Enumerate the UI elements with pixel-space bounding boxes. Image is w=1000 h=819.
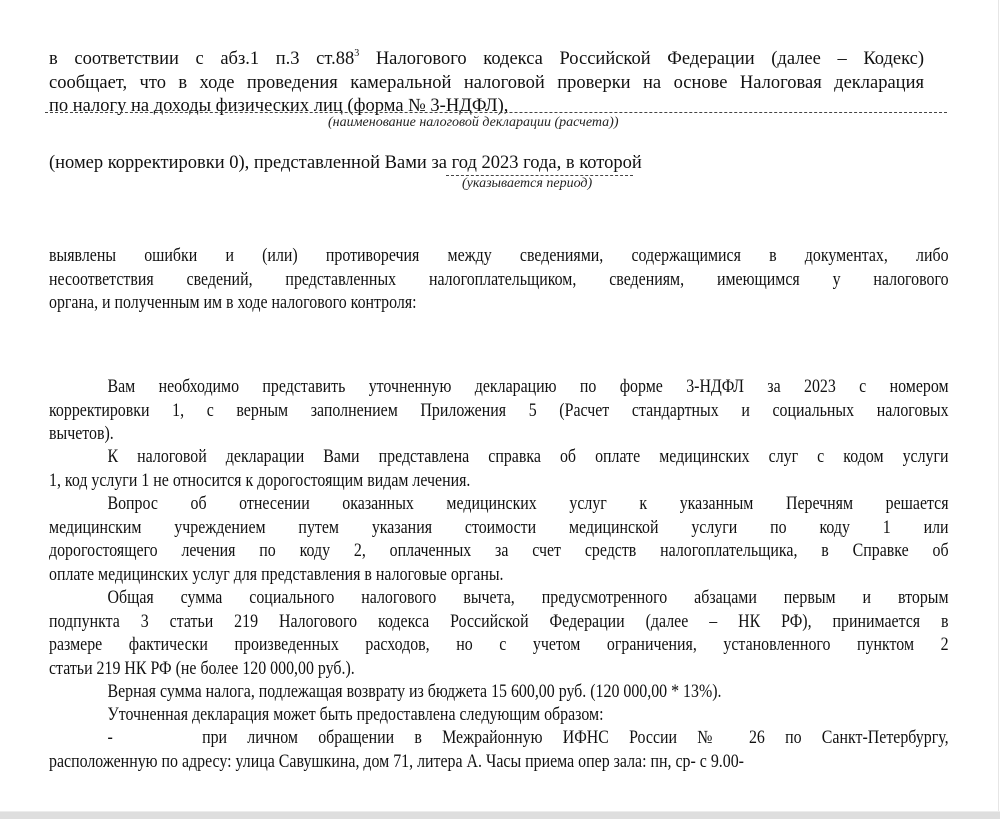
period-caption: (указывается период) — [462, 176, 593, 191]
list-line-1 — [49, 727, 949, 751]
correction-line — [49, 152, 642, 176]
paragraph-line: корректировки 1, с верным заполнением Приложения 5 (Расчет стандартных и социальных налоговых — [49, 400, 949, 421]
paragraph-submission-methods — [49, 704, 949, 728]
paragraph-line: Общая сумма социального налогового вычета, предусмотренного абзацами первым и вторым — [107, 588, 949, 608]
errors-paragraph — [49, 245, 949, 316]
period-value: за год 2023 года — [431, 153, 557, 173]
list-item-in-person — [49, 727, 949, 774]
intro-line-1 — [49, 42, 924, 72]
paragraph-refund-amount — [49, 681, 949, 705]
paragraph-line: статьи 219 НК РФ (не более 120 000,00 руб.). — [49, 658, 355, 679]
correction-text-after: , в которой — [556, 153, 642, 173]
superscript: 3 — [354, 48, 360, 59]
list-text-1: при личном обращении в Межрайонную ИФНС России № 26 по Санкт-Петербургу, — [202, 728, 949, 748]
paragraph-line: 1, код услуги 1 не относится к дорогостоящим видам лечения. — [49, 470, 471, 491]
intro-text-a: в соответствии с абз.1 п.3 ст.88 — [49, 49, 355, 69]
paragraph-line: размере фактически произведенных расходов, но с учетом ограничения, установленного пунктом 2 — [49, 635, 949, 655]
intro-line-3: по налогу на доходы физических лиц (форма № 3-НДФЛ), — [49, 96, 509, 116]
list-bullet: - — [107, 728, 113, 748]
paragraph-line: Уточненная декларация может быть предоставлена следующим образом: — [107, 705, 604, 725]
paragraph-line: подпункта 3 статьи 219 Налогового кодекса Российской Федерации (далее – НК РФ), принимается в — [49, 611, 949, 632]
errors-line-2: несоответствия сведений, представленных налогоплательщиком, сведениям, имеющимся у налогового — [49, 269, 949, 290]
paragraph-line: Вопрос об отнесении оказанных медицинских услуг к указанным Перечням решается — [107, 494, 949, 514]
paragraph-line: Верная сумма налога, подлежащая возврату из бюджета 15 600,00 руб. (120 000,00 * 13%). — [107, 682, 722, 702]
paragraph-line: медицинским учреждением путем указания стоимости медицинской услуги по коду 1 или — [49, 517, 949, 538]
intro-text-b: Налогового кодекса Российской Федерации (далее – Кодекс) — [359, 49, 924, 69]
declaration-caption: (наименование налоговой декларации (расчета)) — [328, 115, 619, 130]
errors-line-3: органа, и полученным им в ходе налогового контроля: — [49, 293, 417, 313]
paragraph-medical-classification — [49, 493, 949, 587]
paragraph-line: дорогостоящего лечения по коду 2, оплаченных за счет средств налогоплательщика, в Справке об — [49, 541, 949, 561]
declaration-underline — [45, 112, 947, 113]
list-line-2: расположенную по адресу: улица Савушкина, дом 71, литера А. Часы приема опер зала: пн, ср- с 9.00- — [49, 751, 744, 772]
correction-text-before: (номер корректировки 0), представленной Вами — [49, 153, 432, 173]
paragraph-line: Вам необходимо представить уточненную декларацию по форме 3-НДФЛ за 2023 с номером — [107, 377, 949, 397]
paragraph-line: оплате медицинских услуг для представления в налоговые органы. — [49, 564, 504, 585]
paragraph-line: К налоговой декларации Вами представлена справка об оплате медицинских слуг с кодом услуги — [107, 447, 949, 467]
paragraph-social-deduction — [49, 587, 949, 681]
paragraph-medical-certificate — [49, 446, 949, 493]
errors-line-1: выявлены ошибки и (или) противоречия между сведениями, содержащимися в документах, либо — [49, 246, 949, 266]
paragraph-submit-corrected — [49, 376, 949, 447]
intro-line-2: сообщает, что в ходе проведения камеральной налоговой проверки на основе Налоговая декларация — [49, 72, 924, 93]
paragraph-line: вычетов). — [49, 424, 114, 444]
intro-paragraph — [49, 42, 924, 119]
